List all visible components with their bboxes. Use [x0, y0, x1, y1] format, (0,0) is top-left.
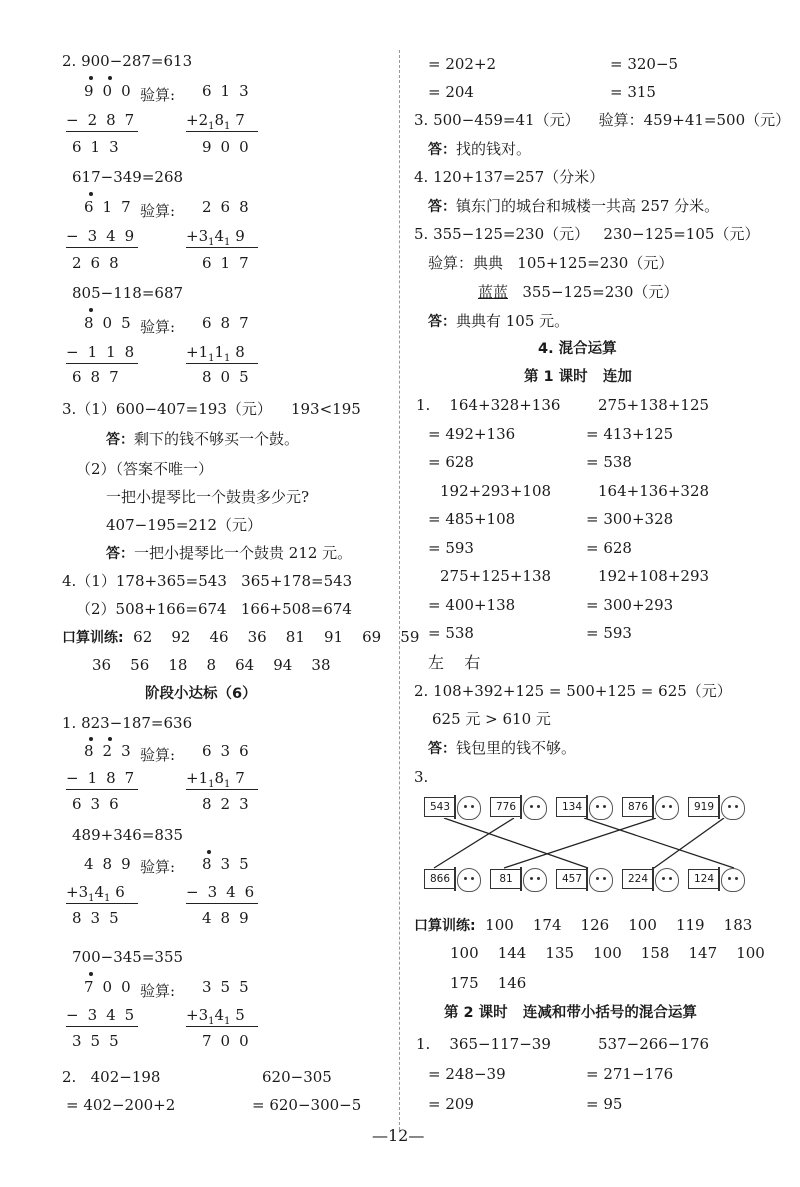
animal-icon [655, 796, 679, 820]
s2-left-2: = 402−200+2 [66, 1096, 176, 1114]
match-card-top: 134 [556, 795, 620, 819]
l1-line: = 492+136 [428, 425, 516, 443]
l1-q3: 3. [414, 768, 429, 786]
oral-training: 口算训练: 100 174 126 100 119 183 [414, 916, 753, 934]
borrow-dot [89, 308, 93, 312]
l1-line: = 400+138 [428, 596, 516, 614]
s1-equation-2: 489+346=835 [72, 826, 184, 844]
l2-line: = 95 [586, 1095, 623, 1113]
check-rule [186, 131, 258, 132]
check-result: 900 [202, 138, 258, 156]
check-rule [186, 903, 258, 904]
check-middle: $+1_11_1$ 8 [186, 343, 245, 364]
match-card-top: 876 [622, 795, 686, 819]
l1-line: 1. 164+328+136 [416, 396, 561, 414]
l1-line: = 628 [586, 539, 632, 557]
l2-line: = 209 [428, 1095, 474, 1113]
r-line: = 202+2 [428, 55, 497, 73]
s1-equation-1: 1. 823−187=636 [62, 714, 193, 732]
vertical-middle: −187 [66, 769, 144, 787]
vertical-result: 355 [72, 1032, 128, 1050]
match-card-top: 919 [688, 795, 752, 819]
r-q5: 5. 355−125=230（元） 230−125=105（元） [414, 225, 760, 243]
oral-training-row2: 100 144 135 100 158 147 100 [450, 944, 765, 962]
match-card-bottom: 866 [424, 867, 488, 891]
check-rule [186, 789, 258, 790]
borrow-dot [89, 972, 93, 976]
vertical-middle: −345 [66, 1006, 144, 1024]
check-top: 613 [202, 82, 258, 100]
check-label: 验算: [140, 202, 176, 220]
r-q4: 4. 120+137=257（分米） [414, 168, 605, 186]
check-result: 617 [202, 254, 258, 272]
l1-line: = 593 [428, 539, 474, 557]
check-result: 823 [202, 795, 258, 813]
lesson-1-title: 第 1 课时 连加 [524, 369, 632, 385]
check-result: 700 [202, 1032, 258, 1050]
animal-icon [655, 868, 679, 892]
match-card-top: 776 [490, 795, 554, 819]
q3-answer-1: 答：剩下的钱不够买一个鼓。 [106, 430, 300, 448]
borrow-dot [89, 737, 93, 741]
q4-part2: （2）508+166=674 166+508=674 [76, 600, 352, 618]
oral-training: 口算训练: 62 92 46 36 81 91 69 59 [62, 628, 420, 646]
l1-line: = 300+328 [586, 510, 674, 528]
vertical-top: 489 [84, 855, 140, 873]
check-label: 验算: [140, 318, 176, 336]
vertical-result: 613 [72, 138, 128, 156]
animal-icon [457, 796, 481, 820]
l2-line: = 271−176 [586, 1065, 674, 1083]
match-card-bottom: 124 [688, 867, 752, 891]
oral-training-row2: 36 56 18 8 64 94 38 [92, 656, 331, 674]
vertical-top: 700 [84, 978, 140, 996]
animal-icon [523, 796, 547, 820]
match-card-bottom: 81 [490, 867, 554, 891]
s2-right-1: 620−305 [262, 1068, 332, 1086]
check-top: 835 [202, 855, 258, 873]
animal-icon [523, 868, 547, 892]
l1-line: = 300+293 [586, 596, 674, 614]
r-q3-answer: 答：找的钱对。 [428, 140, 532, 158]
section-title: 4. 混合运算 [538, 341, 617, 357]
page-number: —12— [372, 1126, 425, 1145]
vertical-result: 687 [72, 368, 128, 386]
borrow-dot [89, 192, 93, 196]
check-label: 验算: [140, 86, 176, 104]
column-divider [399, 50, 400, 1130]
vertical-middle: −118 [66, 343, 144, 361]
vertical-top: 805 [84, 314, 140, 332]
lesson-2-title: 第 2 课时 连减和带小括号的混合运算 [444, 1005, 697, 1021]
l1-q2-compare: 625 元 > 610 元 [432, 710, 551, 728]
l2-line: = 248−39 [428, 1065, 506, 1083]
r-q5-answer: 答：典典有 105 元。 [428, 312, 570, 330]
animal-icon [721, 868, 745, 892]
q2-equation-1: 2. 900−287=613 [62, 52, 193, 70]
check-rule [186, 247, 258, 248]
r-line: = 320−5 [610, 55, 679, 73]
r-q3: 3. 500−459=41（元） 验算：459+41=500（元） [414, 111, 791, 129]
check-label: 验算: [140, 982, 176, 1000]
s2-right-2: = 620−300−5 [252, 1096, 362, 1114]
check-middle: $+3_14_1$ 9 [186, 227, 245, 248]
oral-training-row3: 175 146 [450, 974, 527, 992]
animal-icon [721, 796, 745, 820]
check-middle: −346 [186, 883, 264, 901]
l1-line: 192+293+108 [440, 482, 552, 500]
animal-icon [457, 868, 481, 892]
vertical-result: 268 [72, 254, 128, 272]
s1-equation-3: 700−345=355 [72, 948, 184, 966]
l2-line: 537−266−176 [598, 1035, 710, 1053]
q3-question: 一把小提琴比一个鼓贵多少元? [106, 488, 310, 506]
r-q4-answer: 答：镇东门的城台和城楼一共高 257 分米。 [428, 197, 720, 215]
vertical-rule [66, 247, 138, 248]
match-card-top: 543 [424, 795, 488, 819]
l1-line: 275+138+125 [598, 396, 710, 414]
check-top: 268 [202, 198, 258, 216]
l1-line: = 413+125 [586, 425, 674, 443]
check-rule [186, 1026, 258, 1027]
vertical-rule [66, 131, 138, 132]
r-q5-name-2: 蓝蓝 355−125=230（元） [478, 283, 679, 301]
vertical-rule [66, 789, 138, 790]
vertical-rule [66, 1026, 138, 1027]
r-line: = 204 [428, 83, 474, 101]
animal-icon [589, 796, 613, 820]
vertical-middle: −349 [66, 227, 144, 245]
l1-line: 164+136+328 [598, 482, 710, 500]
vertical-middle: $+3_14_1$ 6 [66, 883, 125, 904]
vertical-result: 636 [72, 795, 128, 813]
vertical-middle: −287 [66, 111, 144, 129]
l1-line: = 593 [586, 624, 632, 642]
q3-calc: 407−195=212（元） [106, 516, 263, 534]
matching-lines [424, 818, 764, 870]
l1-line: 192+108+293 [598, 567, 710, 585]
vertical-rule [66, 363, 138, 364]
stage-title: 阶段小达标（6） [145, 686, 257, 702]
r-q5-check-1: 验算：典典 105+125=230（元） [428, 254, 674, 272]
l1-line: = 538 [428, 624, 474, 642]
match-card-bottom: 457 [556, 867, 620, 891]
check-middle: $+2_18_1$ 7 [186, 111, 245, 132]
l1-line: 275+125+138 [440, 567, 552, 585]
l1-line: = 538 [586, 453, 632, 471]
vertical-rule [66, 903, 138, 904]
l1-line: = 485+108 [428, 510, 516, 528]
borrow-dot [207, 850, 211, 854]
q2-equation-2: 617−349=268 [72, 168, 184, 186]
q2-equation-3: 805−118=687 [72, 284, 184, 302]
check-result: 805 [202, 368, 258, 386]
check-middle: $+3_14_1$ 5 [186, 1006, 245, 1027]
q4-part1: 4.（1）178+365=543 365+178=543 [62, 572, 353, 590]
borrow-dot [89, 76, 93, 80]
l1-q2-answer: 答：钱包里的钱不够。 [428, 739, 577, 757]
vertical-top: 617 [84, 198, 140, 216]
check-top: 687 [202, 314, 258, 332]
check-middle: $+1_18_1$ 7 [186, 769, 245, 790]
check-top: 636 [202, 742, 258, 760]
q3-answer-2: 答：一把小提琴比一个鼓贵 212 元。 [106, 544, 353, 562]
check-label: 验算: [140, 858, 176, 876]
check-top: 355 [202, 978, 258, 996]
l2-line: 1. 365−117−39 [416, 1035, 551, 1053]
vertical-result: 835 [72, 909, 128, 927]
l1-line: = 628 [428, 453, 474, 471]
animal-icon [589, 868, 613, 892]
vertical-top: 823 [84, 742, 140, 760]
s2-left-1: 2. 402−198 [62, 1068, 161, 1086]
q3-part2: （2）（答案不唯一） [76, 460, 214, 478]
borrow-dot [108, 737, 112, 741]
borrow-dot [108, 76, 112, 80]
check-rule [186, 363, 258, 364]
check-result: 489 [202, 909, 258, 927]
q3-part1: 3.（1）600−407=193（元） 193<195 [62, 400, 361, 418]
r-line: = 315 [610, 83, 656, 101]
vertical-top: 900 [84, 82, 140, 100]
check-label: 验算: [140, 746, 176, 764]
match-card-bottom: 224 [622, 867, 686, 891]
l1-q2: 2. 108+392+125 = 500+125 = 625（元） [414, 682, 732, 700]
left-right: 左 右 [428, 653, 481, 672]
